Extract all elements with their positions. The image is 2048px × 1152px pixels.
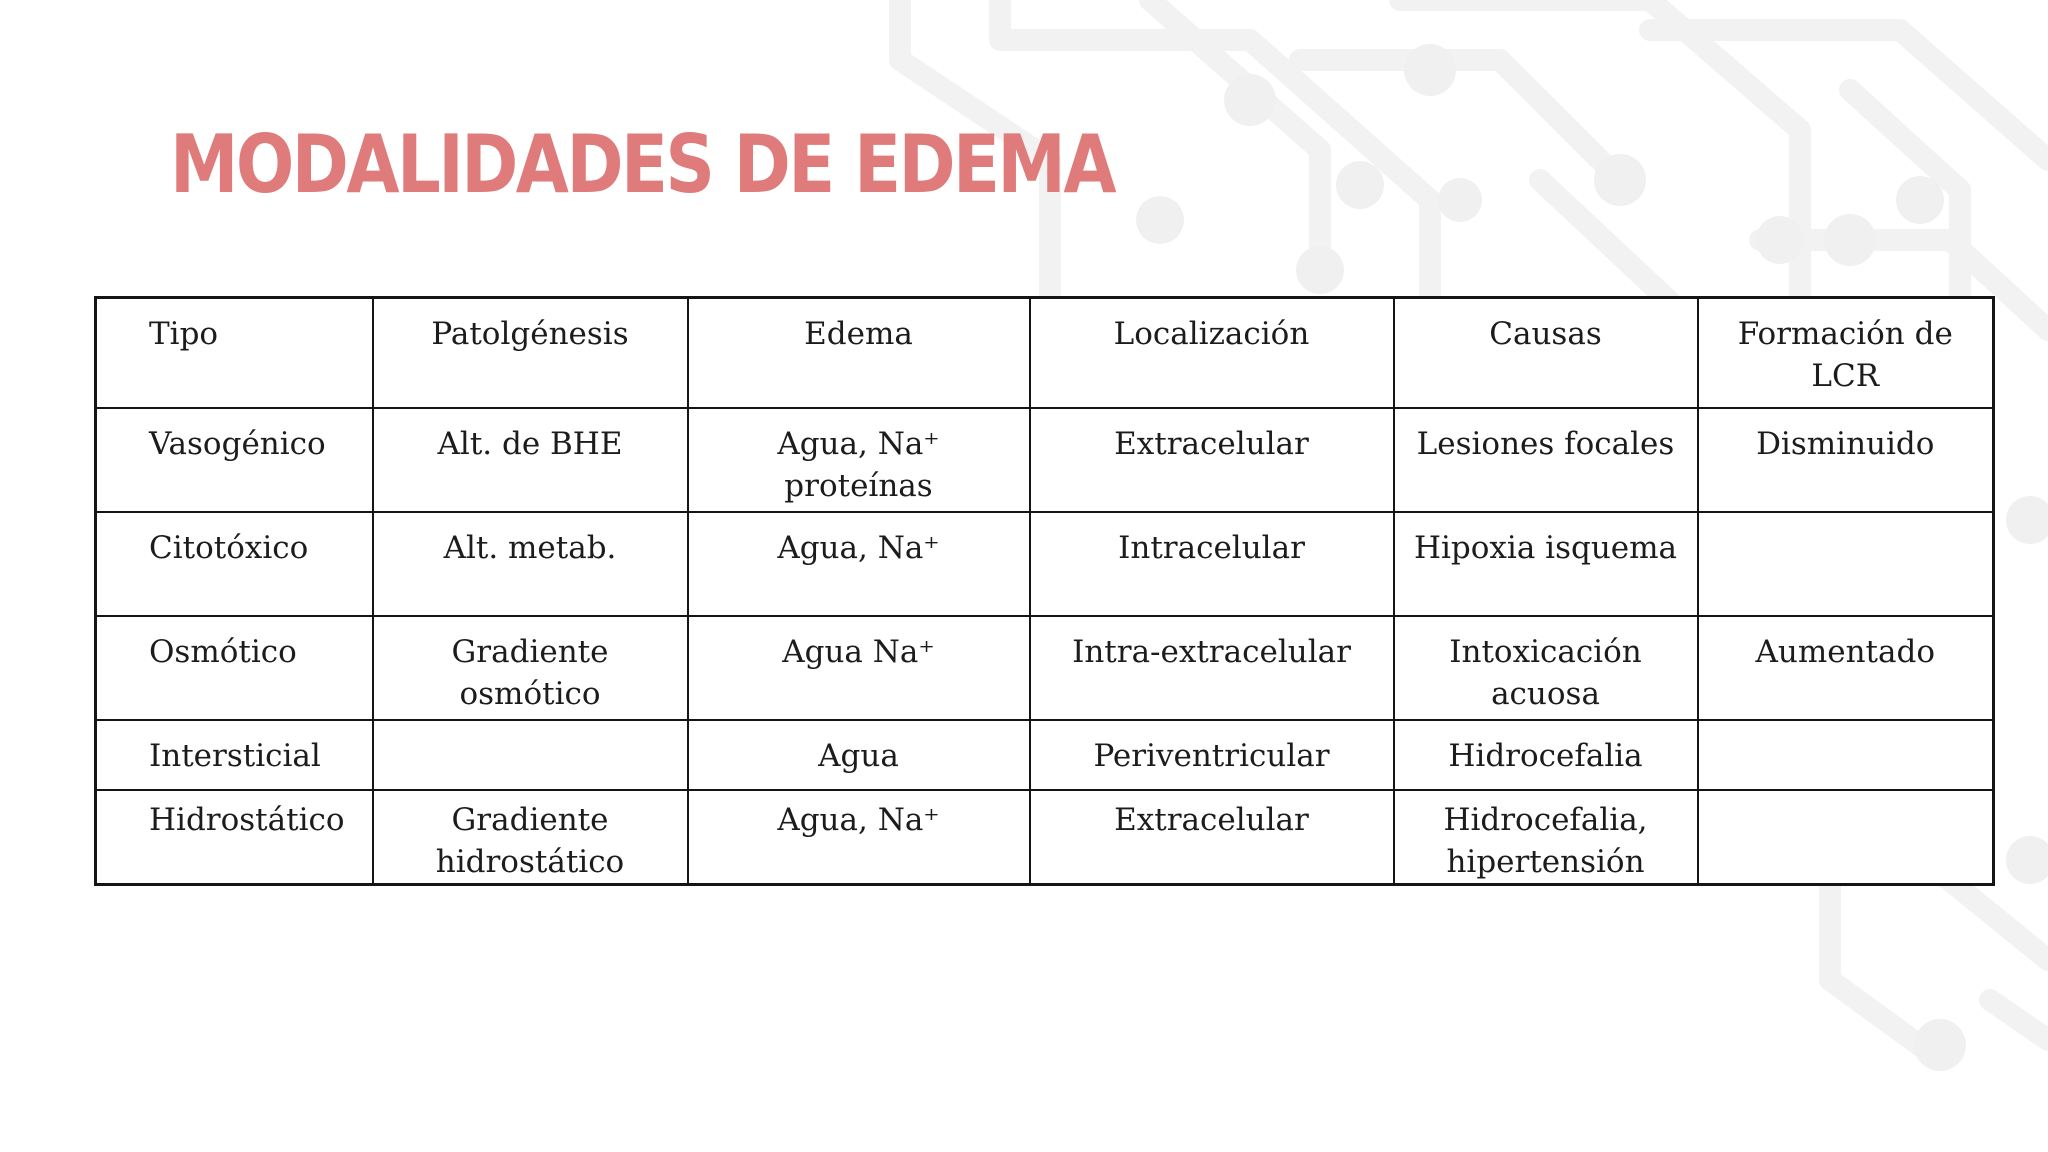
table-cell: Lesiones focales [1394,408,1698,512]
table-cell: Periventricular [1030,720,1394,790]
table-cell: Disminuido [1698,408,1994,512]
edema-table [94,296,1995,886]
table-cell: Agua, Na⁺ [688,790,1030,885]
table-row-vasogenico [96,408,1994,512]
table-cell: Osmótico [96,616,373,720]
table-cell: Intoxicación acuosa [1394,616,1698,720]
table-cell: Intracelular [1030,512,1394,616]
edema-table-container [94,296,1992,886]
table-row-citotoxico [96,512,1994,616]
table-cell: Vasogénico [96,408,373,512]
table-cell: Intra-extracelular [1030,616,1394,720]
table-cell: Gradiente osmótico [373,616,688,720]
table-cell [1698,790,1994,885]
page-title: MODALIDADES DE EDEMA [170,118,1114,211]
table-row-intersticial [96,720,1994,790]
table-cell: Citotóxico [96,512,373,616]
table-cell: Aumentado [1698,616,1994,720]
table-cell: Extracelular [1030,790,1394,885]
table-cell: Extracelular [1030,408,1394,512]
table-cell: Agua, Na⁺ proteínas [688,408,1030,512]
table-cell: Alt. de BHE [373,408,688,512]
column-header-causas: Causas [1394,298,1698,408]
table-row-osmotico [96,616,1994,720]
table-cell: Hidrocefalia, hipertensión [1394,790,1698,885]
table-cell: Agua [688,720,1030,790]
table-cell [1698,512,1994,616]
column-header-formacion-lcr: Formación de LCR [1698,298,1994,408]
table-cell: Hipoxia isquema [1394,512,1698,616]
table-cell: Alt. metab. [373,512,688,616]
table-cell [373,720,688,790]
column-header-tipo: Tipo [96,298,373,408]
table-cell: Gradiente hidrostático [373,790,688,885]
column-header-edema: Edema [688,298,1030,408]
table-cell [1698,720,1994,790]
column-header-localizacion: Localización [1030,298,1394,408]
column-header-patogenesis: Patolgénesis [373,298,688,408]
table-cell: Hidrocefalia [1394,720,1698,790]
table-cell: Agua Na⁺ [688,616,1030,720]
table-cell: Intersticial [96,720,373,790]
table-row-hidrostatico [96,790,1994,885]
table-cell: Agua, Na⁺ [688,512,1030,616]
table-cell: Hidrostático [96,790,373,885]
table-header-row [96,298,1994,408]
